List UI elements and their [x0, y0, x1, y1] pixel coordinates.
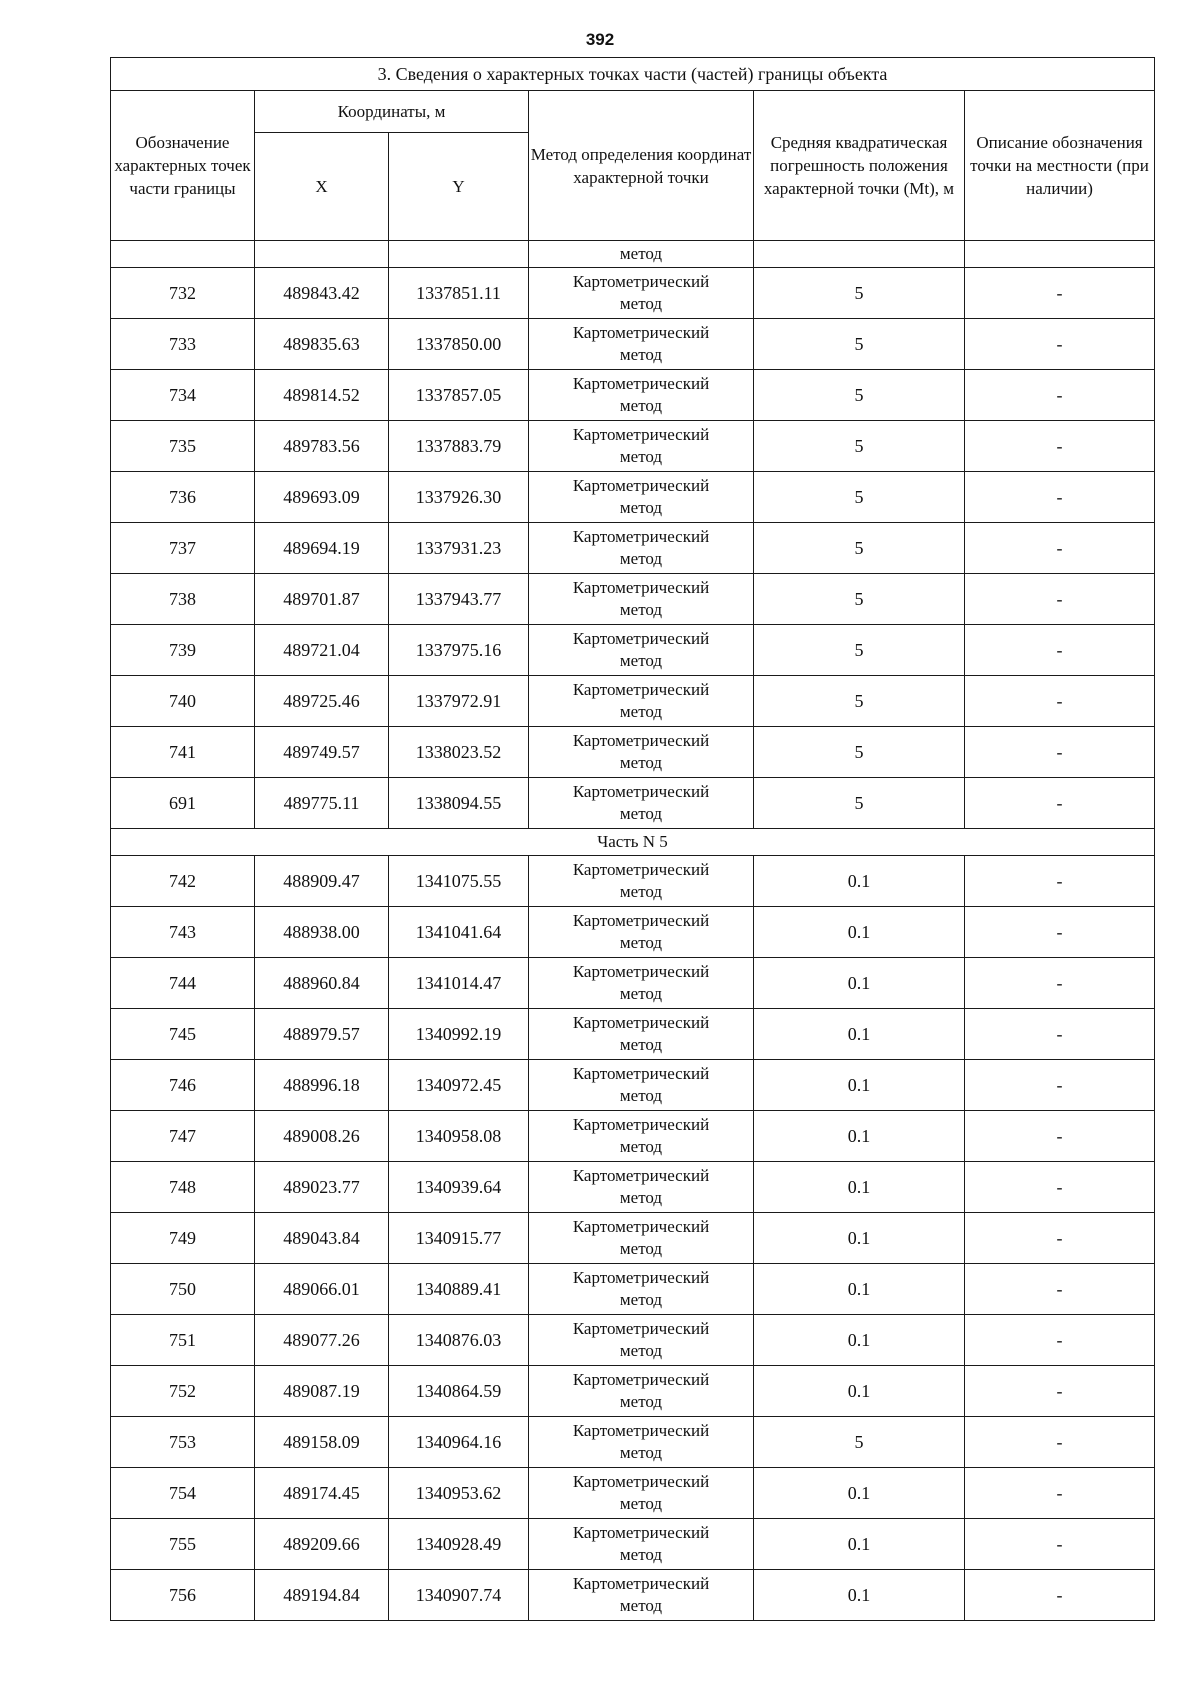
method-cell	[529, 625, 754, 676]
description-cell: -	[965, 1009, 1155, 1060]
error-cell: 5	[754, 370, 965, 421]
method-line-1: Картометрический	[572, 731, 710, 750]
method-line-1: Картометрический	[572, 272, 710, 291]
method-cell	[529, 907, 754, 958]
method-cell	[529, 1264, 754, 1315]
point-cell: 746	[111, 1060, 255, 1111]
x-coordinate-cell: 489174.45	[255, 1468, 389, 1519]
point-cell: 753	[111, 1417, 255, 1468]
point-cell: 745	[111, 1009, 255, 1060]
method-line-2: метод	[619, 1086, 663, 1105]
x-coordinate-cell: 489209.66	[255, 1519, 389, 1570]
method-line-1: Картометрический	[572, 629, 710, 648]
point-cell: 747	[111, 1111, 255, 1162]
method-cell	[529, 856, 754, 907]
y-coordinate-cell: 1340953.62	[389, 1468, 529, 1519]
method-cell	[529, 1570, 754, 1621]
method-cell	[529, 574, 754, 625]
method-line-1: Картометрический	[572, 578, 710, 597]
method-line-1: Картометрический	[572, 527, 710, 546]
table-row	[111, 676, 1155, 727]
method-line-2: метод	[619, 1392, 663, 1411]
point-cell: 737	[111, 523, 255, 574]
x-coordinate-cell: 488960.84	[255, 958, 389, 1009]
y-coordinate-cell: 1337926.30	[389, 472, 529, 523]
part-label: Часть N 5	[111, 829, 1155, 856]
description-cell: -	[965, 1519, 1155, 1570]
method-line-2: метод	[619, 1290, 663, 1309]
error-cell: 0.1	[754, 958, 965, 1009]
method-line-1: Картометрический	[572, 680, 710, 699]
method-cell	[529, 1519, 754, 1570]
table-row	[111, 907, 1155, 958]
characteristic-points-table	[110, 57, 1155, 1621]
table-row	[111, 421, 1155, 472]
part-header-row	[111, 829, 1155, 856]
table-row	[111, 1315, 1155, 1366]
x-coordinate-cell: 489721.04	[255, 625, 389, 676]
point-cell: 756	[111, 1570, 255, 1621]
table-row	[111, 1570, 1155, 1621]
point-cell: 754	[111, 1468, 255, 1519]
y-coordinate-cell: 1340972.45	[389, 1060, 529, 1111]
x-coordinate-cell: 489701.87	[255, 574, 389, 625]
y-coordinate-cell: 1337850.00	[389, 319, 529, 370]
table-row	[111, 1060, 1155, 1111]
description-cell: -	[965, 319, 1155, 370]
description-cell: -	[965, 1366, 1155, 1417]
method-line-2: метод	[619, 498, 663, 517]
method-line-2: метод	[619, 933, 663, 952]
method-line-2: метод	[619, 600, 663, 619]
y-coordinate-cell: 1337857.05	[389, 370, 529, 421]
error-cell: 5	[754, 523, 965, 574]
error-cell: 5	[754, 472, 965, 523]
x-coordinate-cell: 489066.01	[255, 1264, 389, 1315]
method-cell	[529, 1162, 754, 1213]
y-coordinate-cell: 1337931.23	[389, 523, 529, 574]
description-cell: -	[965, 727, 1155, 778]
x-coordinate-cell: 489043.84	[255, 1213, 389, 1264]
error-cell: 0.1	[754, 1111, 965, 1162]
error-cell: 0.1	[754, 1009, 965, 1060]
error-cell: 0.1	[754, 856, 965, 907]
method-line-1: Картометрический	[572, 1166, 710, 1185]
method-line-2: метод	[619, 549, 663, 568]
x-coordinate-cell: 489775.11	[255, 778, 389, 829]
point-cell: 750	[111, 1264, 255, 1315]
method-cell	[529, 1009, 754, 1060]
description-cell: -	[965, 676, 1155, 727]
method-cell	[529, 268, 754, 319]
table-row	[111, 1162, 1155, 1213]
y-coordinate-cell: 1340992.19	[389, 1009, 529, 1060]
error-cell: 0.1	[754, 1264, 965, 1315]
method-line-1: Картометрический	[572, 1472, 710, 1491]
y-coordinate-cell: 1337883.79	[389, 421, 529, 472]
error-cell: 5	[754, 676, 965, 727]
method-line-1: Картометрический	[572, 1421, 710, 1440]
x-coordinate-cell: 489693.09	[255, 472, 389, 523]
y-coordinate-cell: 1340964.16	[389, 1417, 529, 1468]
table-row	[111, 1468, 1155, 1519]
method-line-2: метод	[619, 294, 663, 313]
method-line-1: Картометрический	[572, 476, 710, 495]
method-line-1: Картометрический	[572, 860, 710, 879]
error-cell: 0.1	[754, 1468, 965, 1519]
error-cell: 5	[754, 625, 965, 676]
table-row	[111, 1519, 1155, 1570]
point-cell: 742	[111, 856, 255, 907]
table-row	[111, 472, 1155, 523]
y-coordinate-cell: 1341014.47	[389, 958, 529, 1009]
error-cell: 5	[754, 778, 965, 829]
point-cell: 744	[111, 958, 255, 1009]
description-cell: -	[965, 625, 1155, 676]
method-line-2: метод	[619, 651, 663, 670]
error-cell: 0.1	[754, 1060, 965, 1111]
description-cell: -	[965, 268, 1155, 319]
description-cell: -	[965, 856, 1155, 907]
y-coordinate-cell: 1337943.77	[389, 574, 529, 625]
table-row	[111, 625, 1155, 676]
method-line-2: метод	[619, 804, 663, 823]
table-header	[111, 58, 1155, 241]
method-line-2: метод	[619, 1035, 663, 1054]
header-error: Средняя квадратическая погрешность положения характерной точки (Mt), м	[754, 91, 965, 241]
y-coordinate-cell: 1337975.16	[389, 625, 529, 676]
point-cell: 741	[111, 727, 255, 778]
method-line-1: Картометрический	[572, 782, 710, 801]
method-line-2: метод	[619, 447, 663, 466]
method-line-1: Картометрический	[572, 1370, 710, 1389]
y-coordinate-cell: 1338094.55	[389, 778, 529, 829]
x-coordinate-cell: 488909.47	[255, 856, 389, 907]
table-row	[111, 370, 1155, 421]
method-line-2: метод	[619, 1137, 663, 1156]
description-cell: -	[965, 1162, 1155, 1213]
continued-row	[111, 241, 1155, 268]
x-coordinate-cell: 488996.18	[255, 1060, 389, 1111]
x-coordinate-cell: 489814.52	[255, 370, 389, 421]
method-line-1: Картометрический	[572, 374, 710, 393]
description-cell: -	[965, 574, 1155, 625]
error-cell: 5	[754, 1417, 965, 1468]
method-cell	[529, 1213, 754, 1264]
method-line-2: метод	[619, 1443, 663, 1462]
method-cell	[529, 1060, 754, 1111]
y-coordinate-cell: 1340958.08	[389, 1111, 529, 1162]
point-cell: 743	[111, 907, 255, 958]
section-title-row	[111, 58, 1155, 91]
point-cell: 735	[111, 421, 255, 472]
description-cell: -	[965, 1417, 1155, 1468]
method-cell	[529, 523, 754, 574]
x-coordinate-cell: 489749.57	[255, 727, 389, 778]
x-coordinate-cell: 489835.63	[255, 319, 389, 370]
y-coordinate-cell: 1340939.64	[389, 1162, 529, 1213]
header-method: Метод определения координат характерной точки	[529, 91, 754, 241]
table-row	[111, 958, 1155, 1009]
method-cell	[529, 472, 754, 523]
table-row	[111, 268, 1155, 319]
x-coordinate-cell: 489023.77	[255, 1162, 389, 1213]
table-row	[111, 1366, 1155, 1417]
continued-method-fragment: метод	[529, 241, 754, 268]
table-row	[111, 727, 1155, 778]
method-line-2: метод	[619, 1341, 663, 1360]
method-line-1: Картометрический	[572, 911, 710, 930]
method-line-2: метод	[619, 1239, 663, 1258]
x-coordinate-cell: 489783.56	[255, 421, 389, 472]
method-cell	[529, 319, 754, 370]
error-cell: 0.1	[754, 1162, 965, 1213]
x-coordinate-cell: 489008.26	[255, 1111, 389, 1162]
description-cell: -	[965, 907, 1155, 958]
point-cell: 752	[111, 1366, 255, 1417]
point-cell: 739	[111, 625, 255, 676]
description-cell: -	[965, 1468, 1155, 1519]
table-row	[111, 319, 1155, 370]
header-coordinates: Координаты, м	[255, 91, 529, 133]
method-line-1: Картометрический	[572, 1064, 710, 1083]
method-cell	[529, 1111, 754, 1162]
y-coordinate-cell: 1337972.91	[389, 676, 529, 727]
method-line-1: Картометрический	[572, 1217, 710, 1236]
header-y: Y	[389, 133, 529, 241]
description-cell: -	[965, 1570, 1155, 1621]
page-number: 392	[585, 30, 615, 49]
method-cell	[529, 1468, 754, 1519]
x-coordinate-cell: 489843.42	[255, 268, 389, 319]
method-line-2: метод	[619, 882, 663, 901]
error-cell: 5	[754, 268, 965, 319]
method-line-1: Картометрический	[572, 1574, 710, 1593]
point-cell: 755	[111, 1519, 255, 1570]
error-cell: 5	[754, 727, 965, 778]
point-cell: 738	[111, 574, 255, 625]
table-row	[111, 574, 1155, 625]
description-cell: -	[965, 1315, 1155, 1366]
method-cell	[529, 421, 754, 472]
method-line-2: метод	[619, 1545, 663, 1564]
table-body	[111, 241, 1155, 1621]
method-line-2: метод	[619, 1494, 663, 1513]
error-cell: 5	[754, 574, 965, 625]
description-cell: -	[965, 370, 1155, 421]
header-x: X	[255, 133, 389, 241]
point-cell: 734	[111, 370, 255, 421]
error-cell: 0.1	[754, 1213, 965, 1264]
method-line-2: метод	[619, 753, 663, 772]
method-cell	[529, 778, 754, 829]
table-row	[111, 1417, 1155, 1468]
method-line-2: метод	[619, 1188, 663, 1207]
description-cell: -	[965, 1213, 1155, 1264]
description-cell: -	[965, 472, 1155, 523]
y-coordinate-cell: 1340876.03	[389, 1315, 529, 1366]
method-line-2: метод	[619, 984, 663, 1003]
description-cell: -	[965, 958, 1155, 1009]
method-line-2: метод	[619, 396, 663, 415]
method-line-1: Картометрический	[572, 1523, 710, 1542]
description-cell: -	[965, 778, 1155, 829]
table-row	[111, 523, 1155, 574]
point-cell: 748	[111, 1162, 255, 1213]
y-coordinate-cell: 1340928.49	[389, 1519, 529, 1570]
method-line-2: метод	[619, 1596, 663, 1615]
method-line-1: Картометрический	[572, 1268, 710, 1287]
method-cell	[529, 1366, 754, 1417]
method-cell	[529, 1315, 754, 1366]
y-coordinate-cell: 1340907.74	[389, 1570, 529, 1621]
section-title: 3. Сведения о характерных точках части (частей) границы объекта	[111, 58, 1155, 91]
error-cell: 0.1	[754, 1366, 965, 1417]
error-cell: 5	[754, 319, 965, 370]
y-coordinate-cell: 1341075.55	[389, 856, 529, 907]
description-cell: -	[965, 523, 1155, 574]
method-cell	[529, 727, 754, 778]
x-coordinate-cell: 489725.46	[255, 676, 389, 727]
x-coordinate-cell: 488938.00	[255, 907, 389, 958]
point-cell: 749	[111, 1213, 255, 1264]
point-cell: 732	[111, 268, 255, 319]
description-cell: -	[965, 1111, 1155, 1162]
point-cell: 691	[111, 778, 255, 829]
x-coordinate-cell: 489158.09	[255, 1417, 389, 1468]
method-line-1: Картометрический	[572, 1013, 710, 1032]
method-cell	[529, 1417, 754, 1468]
header-row-top	[111, 91, 1155, 133]
y-coordinate-cell: 1341041.64	[389, 907, 529, 958]
point-cell: 736	[111, 472, 255, 523]
y-coordinate-cell: 1338023.52	[389, 727, 529, 778]
error-cell: 0.1	[754, 907, 965, 958]
x-coordinate-cell: 489077.26	[255, 1315, 389, 1366]
description-cell: -	[965, 1264, 1155, 1315]
method-cell	[529, 676, 754, 727]
header-point-designation: Обозначение характерных точек части границы	[111, 91, 255, 241]
description-cell: -	[965, 1060, 1155, 1111]
description-cell: -	[965, 421, 1155, 472]
method-line-1: Картометрический	[572, 1319, 710, 1338]
y-coordinate-cell: 1340915.77	[389, 1213, 529, 1264]
header-description: Описание обозначения точки на местности (при наличии)	[965, 91, 1155, 241]
x-coordinate-cell: 489194.84	[255, 1570, 389, 1621]
error-cell: 5	[754, 421, 965, 472]
point-cell: 733	[111, 319, 255, 370]
table-row	[111, 1009, 1155, 1060]
point-cell: 740	[111, 676, 255, 727]
point-cell: 751	[111, 1315, 255, 1366]
y-coordinate-cell: 1340864.59	[389, 1366, 529, 1417]
error-cell: 0.1	[754, 1315, 965, 1366]
method-line-1: Картометрический	[572, 1115, 710, 1134]
error-cell: 0.1	[754, 1570, 965, 1621]
error-cell: 0.1	[754, 1519, 965, 1570]
method-cell	[529, 370, 754, 421]
table-row	[111, 1213, 1155, 1264]
method-line-1: Картометрический	[572, 425, 710, 444]
method-line-2: метод	[619, 345, 663, 364]
method-line-1: Картометрический	[572, 323, 710, 342]
x-coordinate-cell: 488979.57	[255, 1009, 389, 1060]
table-row	[111, 1111, 1155, 1162]
table-row	[111, 856, 1155, 907]
table-row	[111, 1264, 1155, 1315]
x-coordinate-cell: 489087.19	[255, 1366, 389, 1417]
method-line-2: метод	[619, 702, 663, 721]
method-line-1: Картометрический	[572, 962, 710, 981]
x-coordinate-cell: 489694.19	[255, 523, 389, 574]
table-row	[111, 778, 1155, 829]
y-coordinate-cell: 1340889.41	[389, 1264, 529, 1315]
method-cell	[529, 958, 754, 1009]
y-coordinate-cell: 1337851.11	[389, 268, 529, 319]
